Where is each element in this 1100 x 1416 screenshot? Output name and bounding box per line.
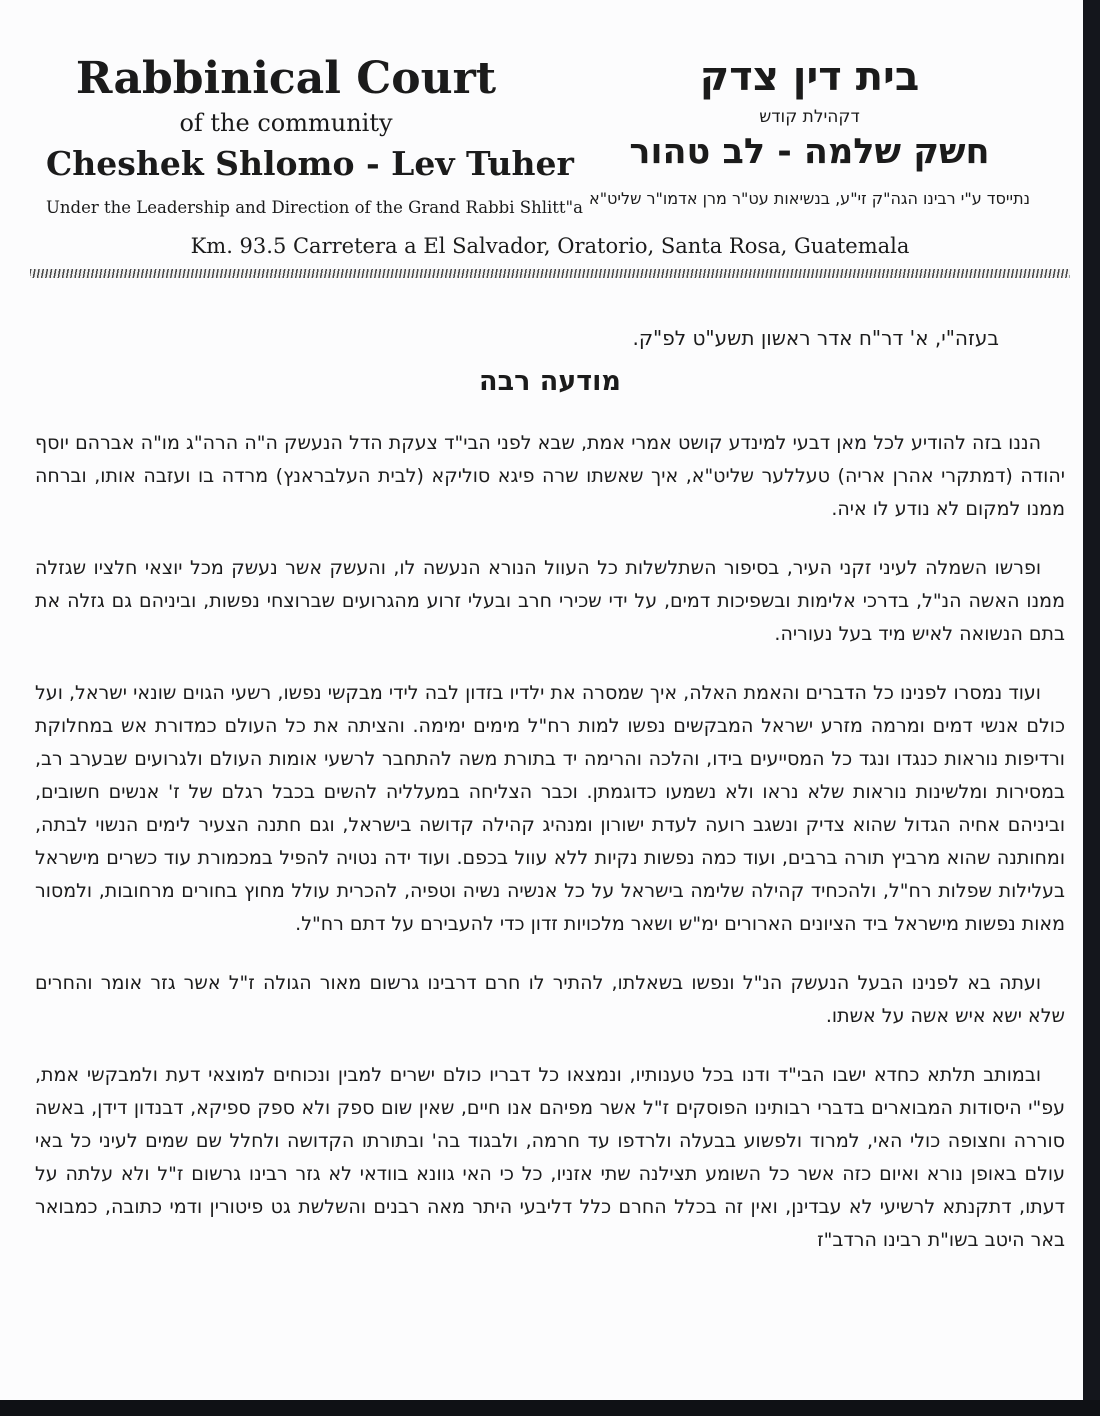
letter-paragraph: הננו בזה להודיע לכל מאן דבעי למינדע קושט אמרי אמת, שבא לפני הבי"ד צעקת הדל הנעשק ה"ה הרה"ג מו"ה אברהם יוסף יהודה (דמתקרי אהרן אריה) טעללער שליט"א, איך שאשתו שרה פיגא סוליקא (לבית העלבראנץ) מרדה בו ועזבה אותו, וברחה ממנו למקום לא נודע לו איה. — [35, 432, 1065, 521]
letterhead-english — [46, 53, 583, 218]
letterhead-columns — [0, 53, 1100, 218]
letterhead — [0, 0, 1100, 278]
hebrew-date-line: בעזה"י, א' דר"ח אדר ראשון תשע"ט לפ"ק. — [632, 326, 999, 351]
decorative-hatched-rule — [30, 269, 1070, 278]
letter-body — [0, 324, 1100, 1257]
english-subtitle: of the community — [179, 109, 393, 138]
letter-paragraph: ופרשו השמלה לעיני זקני העיר, בסיפור השתלשלות כל העוול הנורא הנעשה לו, והעשק אשר נעשק מכל יוצאי חלציו שגזלה ממנו האשה הנ"ל, בדרכי אלימות ובשפיכות דמים, על ידי שכירי חרב ובעלי זרוע מהגרועים שברוצחי נפשות, וביניהם גם גזלה את בתם הנשואה לאיש מיד בעל נעוריה. — [35, 557, 1065, 646]
english-leadership-line: Under the Leadership and Direction of the Grand Rabbi Shlitt"a — [46, 198, 583, 218]
address-line: Km. 93.5 Carretera a El Salvador, Oratorio, Santa Rosa, Guatemala — [190, 234, 910, 259]
hebrew-leadership-line: נתייסד ע"י רבינו הגה"ק זי"ע, בנשיאות עט"ר מרן אדמו"ר שליט"א — [589, 189, 1030, 208]
scan-edge-right — [1083, 0, 1100, 1416]
hebrew-subtitle: דקהילת קודש — [759, 107, 860, 127]
letter-paragraph: ובמותב תלתא כחדא ישבו הבי"ד ודנו בכל טענותיו, ונמצאו כל דבריו כולם ישרים למבין ונכוחים למוצאי דעת ולמבקשי אמת, עפ"י היסודות המבוארים בדברי רבותינו הפוסקים ז"ל אשר מפיהם אנו חיים, שאין שום ספק ולא ספק ספיקא, דבנדון דידן, באשה סוררה וחצופה כולי האי, למרוד ולפשוע בבעלה ולרדפו עד חרמה, ולבגוד בה' ובתורתו הקדושה ולחלל שם שמים לעיני כל באי עולם באופן נורא ואיום כזה אשר כל השומע תצילנה שתי אזניו, כל כי האי גוונא בוודאי לא גזר רבינו גרשום ז"ל ולא עלתה על דעתו, דתקנתא לרשיעי לא עבדינן, ואין זה בכלל החרם כלל דליבעי היתר מאה רבנים והשלשת גט פיטורין ודמי כתובה, כמבואר באר היטב בשו"ת רבינו הרדב"ז — [35, 1064, 1065, 1252]
scan-edge-bottom — [0, 1400, 1100, 1416]
english-court-title: Rabbinical Court — [75, 53, 497, 104]
letterhead-hebrew — [557, 56, 1062, 208]
notice-title: מודעה רבה — [479, 366, 621, 398]
hebrew-community-name: חשק שלמה - לב טהור — [629, 132, 990, 172]
letter-paragraph: ועוד נמסרו לפנינו כל הדברים והאמת האלה, איך שמסרה את ילדיו בזדון לבה לידי מבקשי נפשו, רשעי הגוים שונאי ישראל, ועל כולם אנשי דמים ומרמה מזרע ישראל המבקשים נפשו למות רח"ל מימים ימימה. והציתה את כל העולם כמדורת אש במחלוקת ורדיפות נוראות כנגדו ונגד כל המסייעים בידו, והלכה והרימה יד בתורת משה להתחבר לרשעי אומות העולם ולגרועים שבערב רב, במסירות ומלשינות נוראות שלא נראו ולא נשמעו כדוגמתן. וכבר הצליחה במעלליה להשים בכבל רגלם של ז' אנשים חשובים, וביניהם אחיה הגדול שהוא צדיק ונשגב רועה לעדת ישורון ומנהיג קהילה קדושה בישראל, וגם חתנה הצעיר לימים הנשוי לבתה, ומחותנה שהוא מרביץ תורה ברבים, ועוד כמה נפשות נקיות ללא עוול בכפם. ועוד ידה נטויה להפיל במכמורת עוד כשרים מישראל בעלילות שפלות רח"ל, ולהכחיד קהילה שלימה בישראל על כל אנשיה נשיה וטפיה, להכרית עולל מחוץ בחורים מרחובות, ולמסור מאות נפשות מישראל ביד הציונים הארורים ימ"ש ושאר מלכויות זדון כדי להעבירם על דתם רח"ל. — [35, 682, 1065, 936]
hebrew-court-title: בית דין צדק — [699, 54, 920, 100]
english-community-name: Cheshek Shlomo - Lev Tuher — [46, 144, 574, 184]
letter-paragraph: ועתה בא לפנינו הבעל הנעשק הנ"ל ונפשו בשאלתו, להתיר לו חרם דרבינו גרשום מאור הגולה ז"ל אשר גזר אומר והחרים שלא ישא איש אשה על אשתו. — [35, 972, 1065, 1028]
